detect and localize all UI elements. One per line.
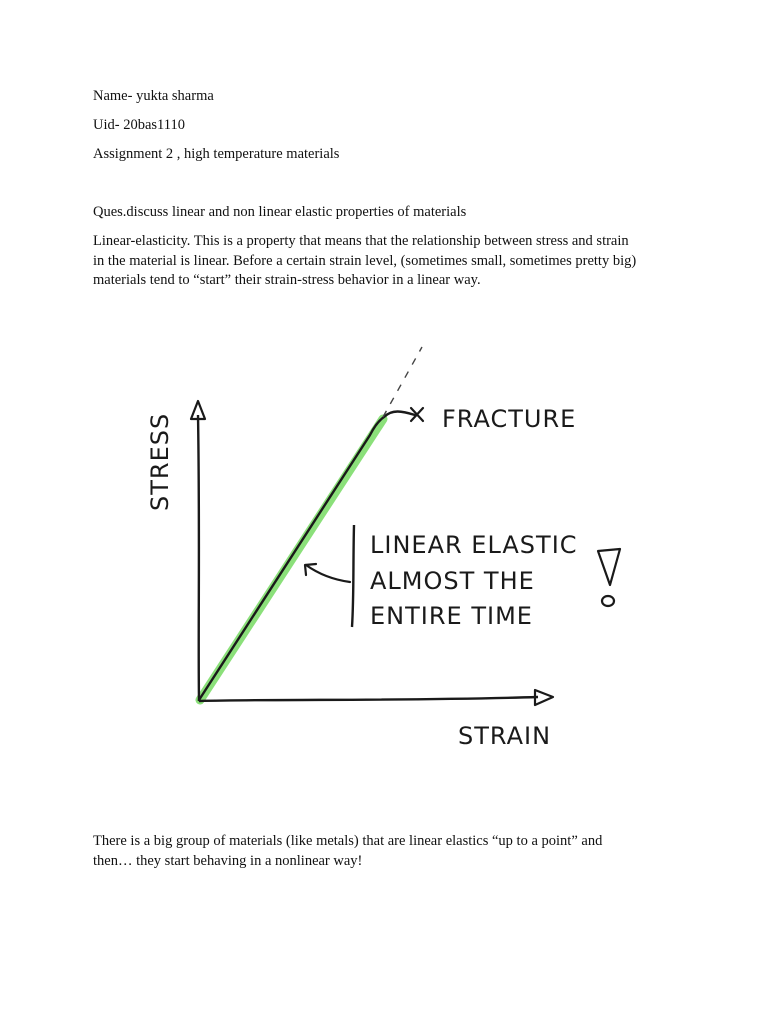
exclamation-icon bbox=[598, 549, 620, 585]
closing-line: then… they start behaving in a nonlinear way! bbox=[93, 852, 363, 869]
stress-strain-sketch bbox=[130, 335, 640, 755]
intro-line: in the material is linear. Before a certain strain level, (sometimes small, sometimes pretty big) bbox=[93, 252, 637, 269]
closing-line: There is a big group of materials (like metals) that are linear elastics “up to a point” and bbox=[93, 833, 603, 849]
exclamation-dot-icon bbox=[602, 596, 614, 606]
y-axis-label: STRESS bbox=[146, 412, 174, 511]
closing-paragraph bbox=[93, 832, 683, 871]
dashed-extension bbox=[383, 347, 422, 417]
fracture-label: FRACTURE bbox=[442, 405, 577, 433]
intro-paragraph bbox=[93, 232, 683, 291]
assignment-title: Assignment 2 , high temperature materials bbox=[93, 146, 340, 162]
annotation-line-1: LINEAR ELASTIC bbox=[370, 531, 578, 559]
x-axis-label: STRAIN bbox=[458, 722, 552, 750]
intro-line: Linear-elasticity. This is a property that means that the relationship between stress and strain bbox=[93, 233, 629, 249]
student-name: Name- yukta sharma bbox=[93, 88, 214, 104]
annotation-bracket bbox=[352, 525, 354, 627]
student-uid: Uid- 20bas1110 bbox=[93, 117, 185, 133]
intro-line: materials tend to “start” their strain-stress behavior in a linear way. bbox=[93, 272, 481, 288]
annotation-line-2: ALMOST THE bbox=[370, 567, 535, 595]
question-text: Ques.discuss linear and non linear elastic properties of materials bbox=[93, 204, 467, 220]
annotation-line-3: ENTIRE TIME bbox=[370, 602, 533, 630]
y-axis-line bbox=[198, 415, 199, 701]
x-axis-line bbox=[199, 697, 538, 701]
annotation-arrow bbox=[306, 565, 350, 582]
